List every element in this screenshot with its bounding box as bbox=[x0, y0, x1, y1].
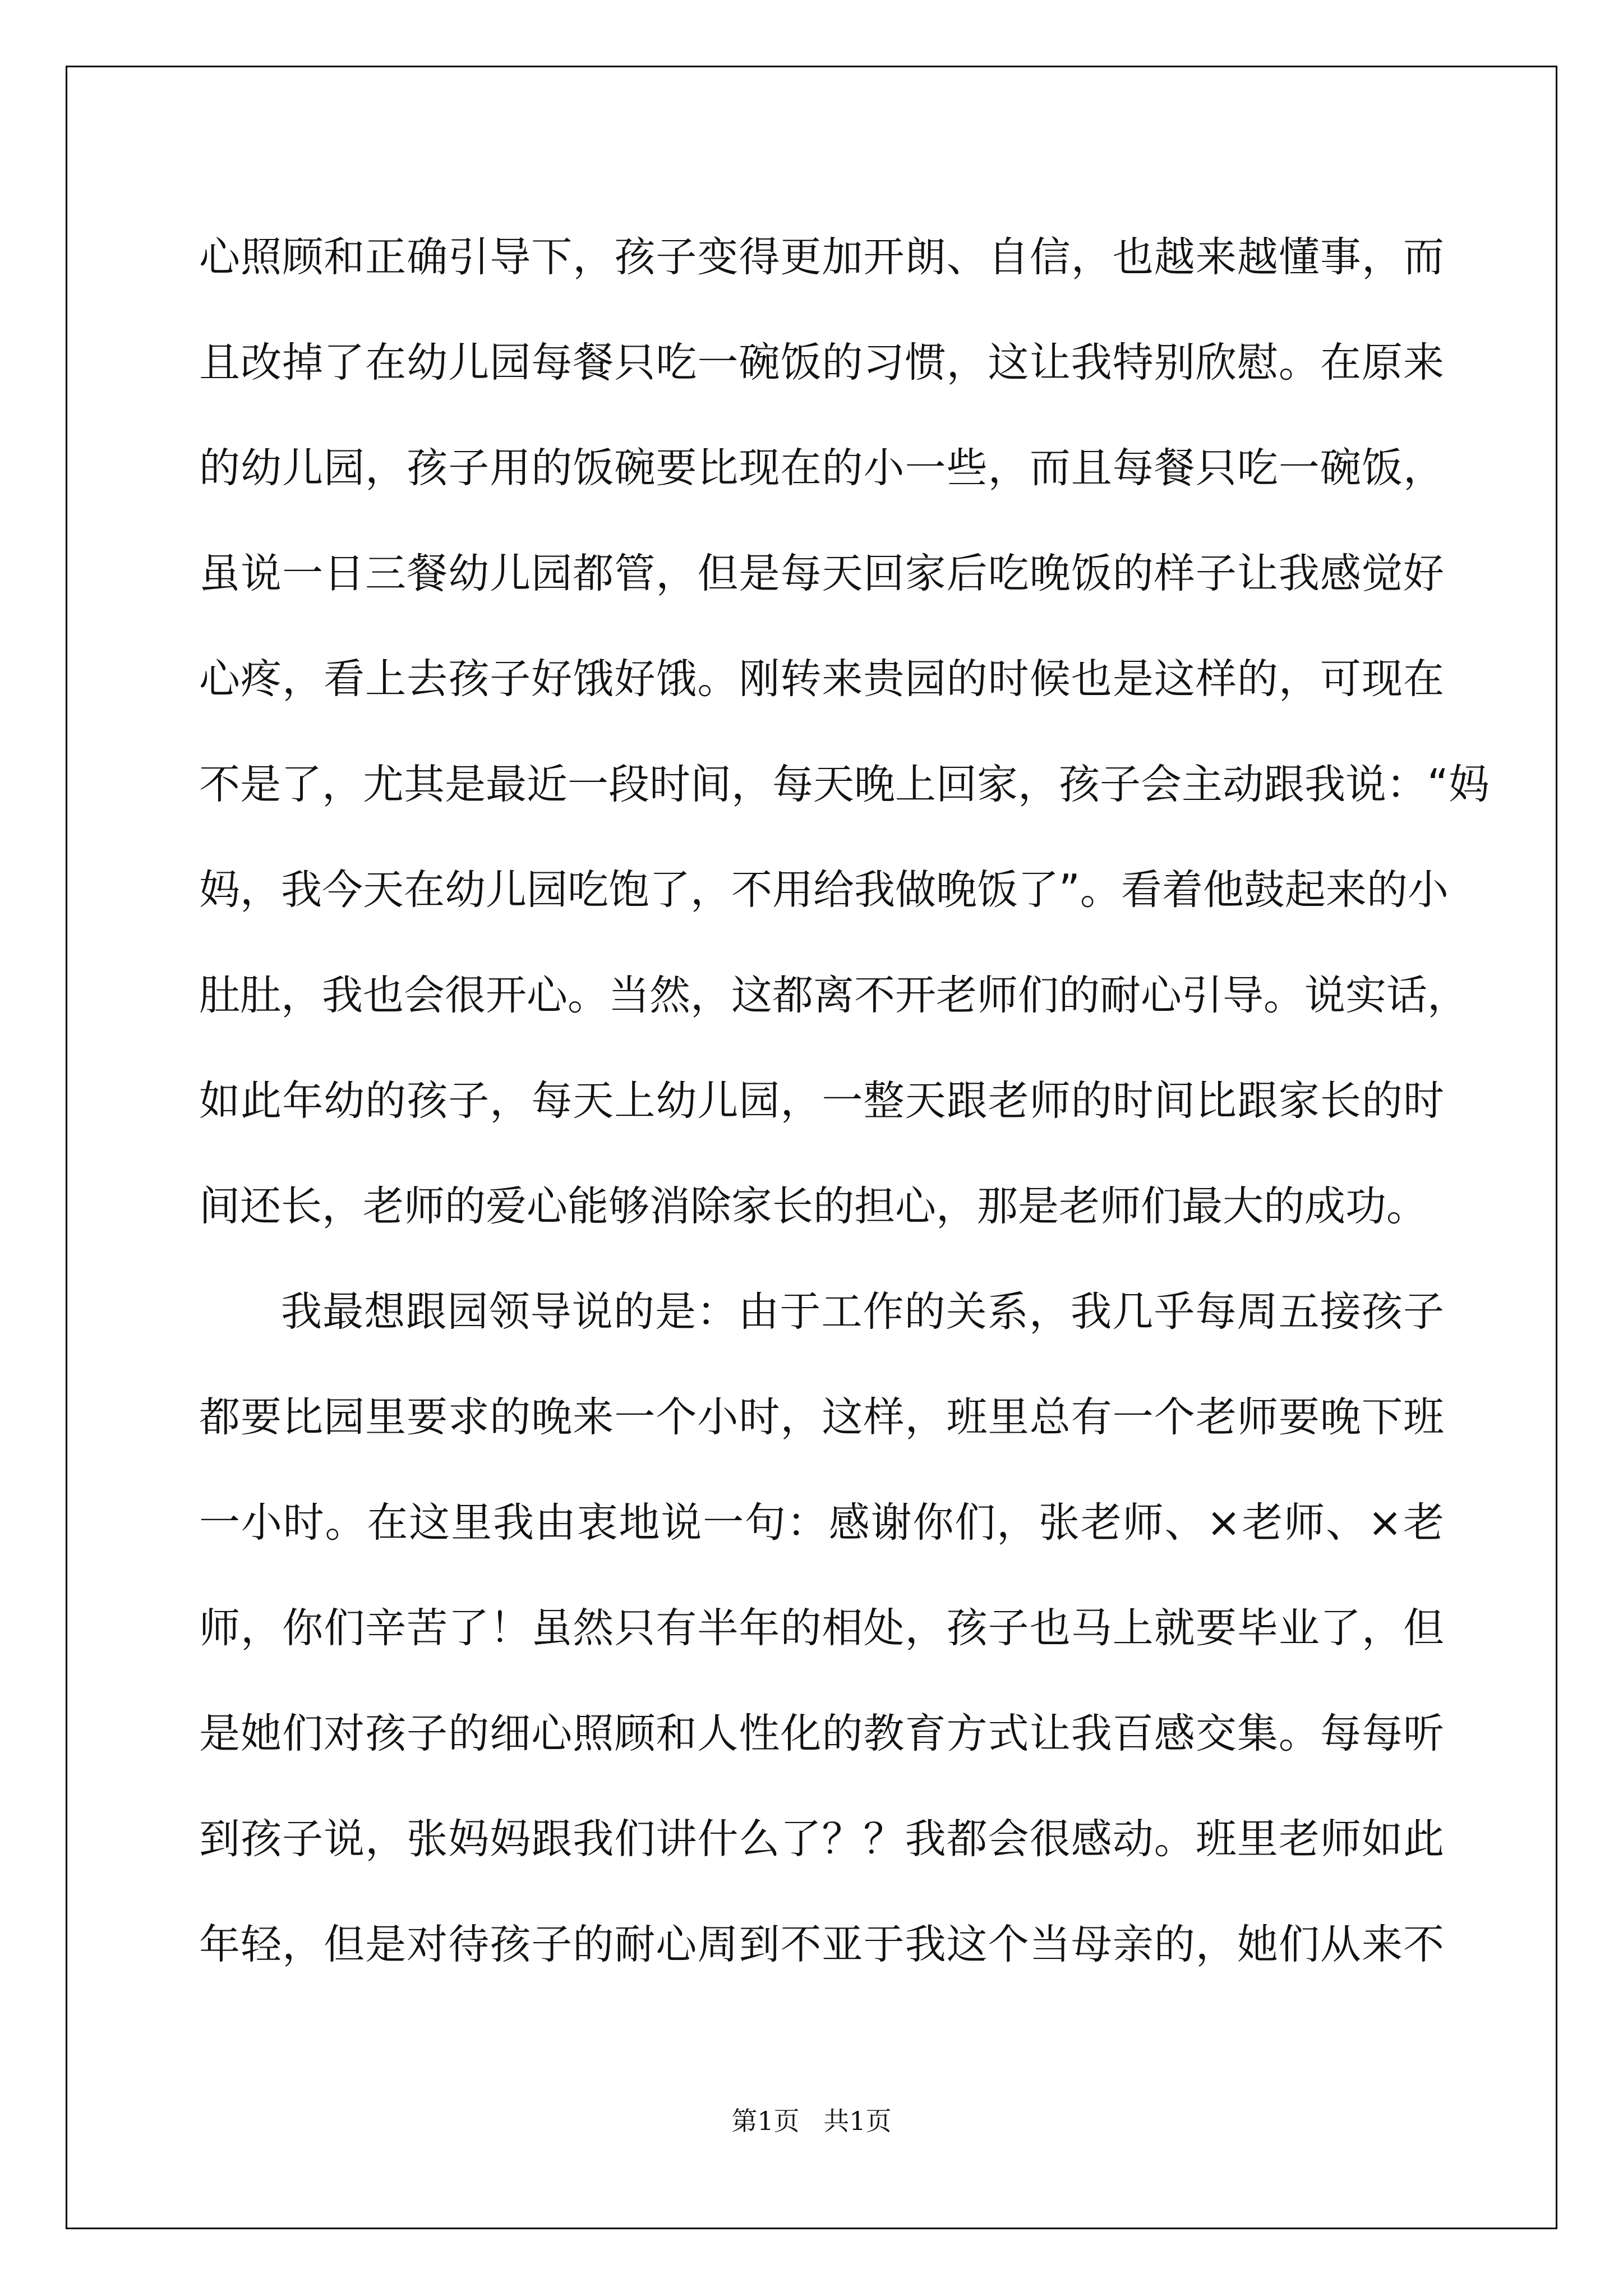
text-line: 且改掉了在幼儿园每餐只吃一碗饭的习惯，这让我特别欣慰。在原来 bbox=[199, 339, 1444, 386]
text-line: 虽说一日三餐幼儿园都管，但是每天回家后吃晚饭的样子让我感觉好 bbox=[199, 550, 1444, 597]
text-line: 是她们对孩子的细心照顾和人性化的教育方式让我百感交集。每每听 bbox=[199, 1710, 1444, 1757]
text-line: 都要比园里要求的晚来一个小时，这样，班里总有一个老师要晚下班 bbox=[199, 1393, 1444, 1441]
page-number-current: 第1页 bbox=[731, 2106, 800, 2136]
text-line: 如此年幼的孩子，每天上幼儿园，一整天跟老师的时间比跟家长的时 bbox=[199, 1077, 1444, 1125]
document-body bbox=[199, 205, 1490, 1998]
text-line: 的幼儿园，孩子用的饭碗要比现在的小一些，而且每餐只吃一碗饭， bbox=[199, 444, 1444, 492]
text-line: 肚肚，我也会很开心。当然，这都离不开老师们的耐心引导。说实话， bbox=[199, 972, 1468, 1019]
text-line: 师，你们辛苦了！虽然只有半年的相处，孩子也马上就要毕业了，但 bbox=[199, 1604, 1444, 1652]
text-line: 不是了，尤其是最近一段时间，每天晚上回家，孩子会主动跟我说：“妈 bbox=[199, 761, 1490, 808]
paragraph-first-line: 我最想跟园领导说的是：由于工作的关系，我几乎每周五接孩子 bbox=[281, 1288, 1444, 1336]
text-line: 间还长，老师的爱心能够消除家长的担心，那是老师们最大的成功。 bbox=[199, 1182, 1427, 1230]
page-footer bbox=[0, 2101, 1623, 2138]
text-line: 妈，我今天在幼儿园吃饱了，不用给我做晚饭了”。看着他鼓起来的小 bbox=[199, 866, 1449, 914]
text-line: 年轻，但是对待孩子的耐心周到不亚于我这个当母亲的，她们从来不 bbox=[199, 1921, 1444, 1968]
text-line: 一小时。在这里我由衷地说一句：感谢你们，张老师、×老师、×老 bbox=[199, 1499, 1444, 1547]
text-line: 心疼，看上去孩子好饿好饿。刚转来贵园的时候也是这样的，可现在 bbox=[199, 655, 1444, 703]
page-number-total: 共1页 bbox=[823, 2106, 892, 2136]
text-line: 到孩子说，张妈妈跟我们讲什么了？？我都会很感动。班里老师如此 bbox=[199, 1815, 1444, 1863]
text-line: 心照顾和正确引导下，孩子变得更加开朗、自信，也越来越懂事，而 bbox=[199, 233, 1444, 281]
